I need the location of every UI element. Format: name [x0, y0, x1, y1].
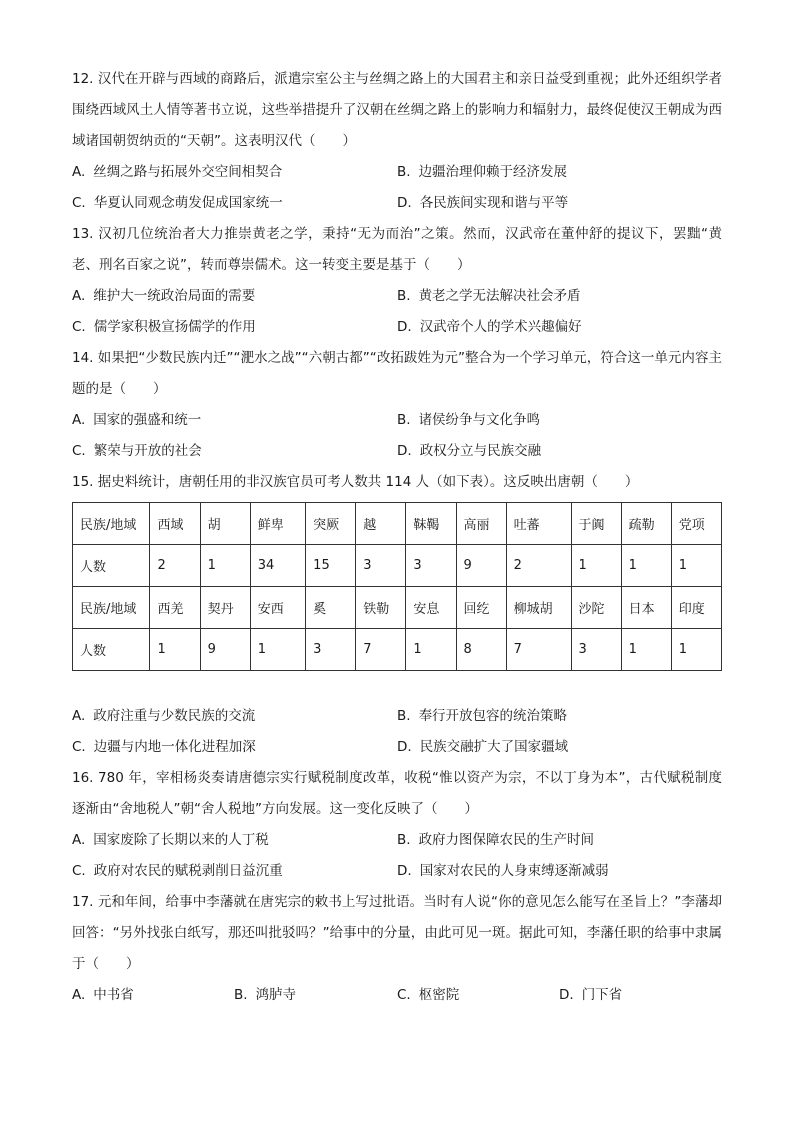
option-c[interactable]: C. 华夏认同观念萌发促成国家统一 [72, 195, 283, 211]
option-c[interactable]: C. 边疆与内地一体化进程加深 [72, 739, 256, 755]
option-a[interactable]: A. 国家废除了长期以来的人丁税 [72, 832, 269, 848]
table-cell: 34 [250, 545, 305, 587]
table-row [73, 503, 722, 545]
table-cell: 人数 [73, 545, 150, 587]
table-cell: 鲜卑 [250, 503, 305, 545]
question-15 [72, 467, 722, 763]
question-16-options [72, 825, 722, 887]
option-b[interactable]: B. 鸿胪寺 [234, 987, 297, 1003]
option-a[interactable]: A. 维护大一统政治局面的需要 [72, 288, 256, 304]
table-cell: 2 [506, 545, 571, 587]
table-cell: 1 [200, 545, 250, 587]
question-17-stem: 17. 元和年间，给事中李藩就在唐宪宗的敕书上写过批语。当时有人说“你的意见怎么能写在圣旨上？”李藩却回答：“另外找张白纸写，那还叫批驳吗？”给事中的分量，由此可见一斑。据此可知，李藩任职的给事中隶属于（ ） [72, 894, 722, 972]
table-cell: 安息 [406, 587, 456, 629]
option-a[interactable]: A. 丝绸之路与拓展外交空间相契合 [72, 164, 283, 180]
table-cell: 1 [621, 545, 671, 587]
table-cell: 柳城胡 [506, 587, 571, 629]
ethnic-officials-table [72, 502, 722, 671]
table-cell: 奚 [306, 587, 356, 629]
question-13 [72, 219, 722, 343]
table-cell: 8 [456, 629, 506, 671]
table-cell: 安西 [250, 587, 305, 629]
table-cell: 突厥 [306, 503, 356, 545]
table-cell: 于阗 [571, 503, 621, 545]
option-d[interactable]: D. 国家对农民的人身束缚逐渐减弱 [397, 863, 609, 879]
option-c[interactable]: C. 政府对农民的赋税剥削日益沉重 [72, 863, 283, 879]
table-cell: 民族/地域 [73, 503, 150, 545]
question-17-options [72, 980, 722, 1011]
question-14-stem: 14. 如果把“少数民族内迁”“淝水之战”“六朝古都”“改拓跋姓为元”整合为一个学习单元，符合这一单元内容主题的是（ ） [72, 350, 722, 397]
question-16 [72, 763, 722, 887]
option-d[interactable]: D. 政权分立与民族交融 [397, 443, 542, 459]
table-cell: 1 [671, 629, 721, 671]
table-cell: 1 [250, 629, 305, 671]
table-cell: 3 [406, 545, 456, 587]
option-a[interactable]: A. 国家的强盛和统一 [72, 412, 202, 428]
question-14 [72, 343, 722, 467]
question-12-stem: 12. 汉代在开辟与西域的商路后，派遣宗室公主与丝绸之路上的大国君主和亲日益受到重视；此外还组织学者围绕西域风土人情等著书立说，这些举措提升了汉朝在丝绸之路上的影响力和辐射力，最终促使汉王朝成为西域诸国朝贺纳贡的“天朝”。这表明汉代（ ） [72, 71, 722, 149]
question-15-stem: 15. 据史料统计，唐朝任用的非汉族官员可考人数共 114 人（如下表）。这反映出唐朝（ ） [72, 474, 639, 490]
table-cell: 1 [406, 629, 456, 671]
table-cell: 1 [150, 629, 200, 671]
table-cell: 沙陀 [571, 587, 621, 629]
table-cell: 契丹 [200, 587, 250, 629]
option-b[interactable]: B. 边疆治理仰赖于经济发展 [397, 164, 568, 180]
table-cell: 人数 [73, 629, 150, 671]
question-15-options [72, 701, 722, 763]
table-cell: 1 [671, 545, 721, 587]
option-d[interactable]: D. 各民族间实现和谐与平等 [397, 195, 569, 211]
question-16-stem: 16. 780 年，宰相杨炎奏请唐德宗实行赋税制度改革，收税“惟以资产为宗，不以丁身为本”，古代赋税制度逐渐由“舍地税人”朝“舍人税地”方向发展。这一变化反映了（ ） [72, 770, 722, 817]
table-cell: 民族/地域 [73, 587, 150, 629]
table-cell: 靺鞨 [406, 503, 456, 545]
question-17 [72, 887, 722, 1011]
option-b[interactable]: B. 诸侯纷争与文化争鸣 [397, 412, 541, 428]
option-b[interactable]: B. 政府力图保障农民的生产时间 [397, 832, 595, 848]
question-13-stem: 13. 汉初几位统治者大力推崇黄老之学，秉持“无为而治”之策。然而，汉武帝在董仲舒的提议下，罢黜“黄老、刑名百家之说”，转而尊崇儒术。这一转变主要是基于（ ） [72, 226, 722, 273]
table-cell: 3 [306, 629, 356, 671]
option-b[interactable]: B. 奉行开放包容的统治策略 [397, 708, 568, 724]
table-cell: 党项 [671, 503, 721, 545]
table-cell: 3 [571, 629, 621, 671]
table-cell: 疏勒 [621, 503, 671, 545]
question-12-options [72, 157, 722, 219]
table-row [73, 629, 722, 671]
table-cell: 2 [150, 545, 200, 587]
table-cell: 印度 [671, 587, 721, 629]
table-row [73, 587, 722, 629]
table-cell: 1 [571, 545, 621, 587]
table-cell: 15 [306, 545, 356, 587]
option-d[interactable]: D. 民族交融扩大了国家疆域 [397, 739, 569, 755]
option-a[interactable]: A. 政府注重与少数民族的交流 [72, 708, 256, 724]
table-cell: 9 [456, 545, 506, 587]
table-cell: 7 [506, 629, 571, 671]
table-cell: 西羌 [150, 587, 200, 629]
option-d[interactable]: D. 门下省 [559, 987, 623, 1003]
option-b[interactable]: B. 黄老之学无法解决社会矛盾 [397, 288, 581, 304]
table-cell: 西域 [150, 503, 200, 545]
question-14-options [72, 405, 722, 467]
table-cell: 日本 [621, 587, 671, 629]
table-cell: 吐蕃 [506, 503, 571, 545]
table-cell: 铁勒 [356, 587, 406, 629]
table-cell: 回纥 [456, 587, 506, 629]
table-cell: 越 [356, 503, 406, 545]
table-row [73, 545, 722, 587]
table-cell: 高丽 [456, 503, 506, 545]
option-c[interactable]: C. 枢密院 [397, 987, 460, 1003]
question-12 [72, 64, 722, 219]
option-d[interactable]: D. 汉武帝个人的学术兴趣偏好 [397, 319, 582, 335]
table-cell: 9 [200, 629, 250, 671]
table-cell: 3 [356, 545, 406, 587]
exam-page [72, 64, 722, 1011]
option-c[interactable]: C. 繁荣与开放的社会 [72, 443, 202, 459]
table-cell: 7 [356, 629, 406, 671]
question-13-options [72, 281, 722, 343]
table-cell: 胡 [200, 503, 250, 545]
option-c[interactable]: C. 儒学家积极宣扬儒学的作用 [72, 319, 256, 335]
table-cell: 1 [621, 629, 671, 671]
option-a[interactable]: A. 中书省 [72, 987, 134, 1003]
